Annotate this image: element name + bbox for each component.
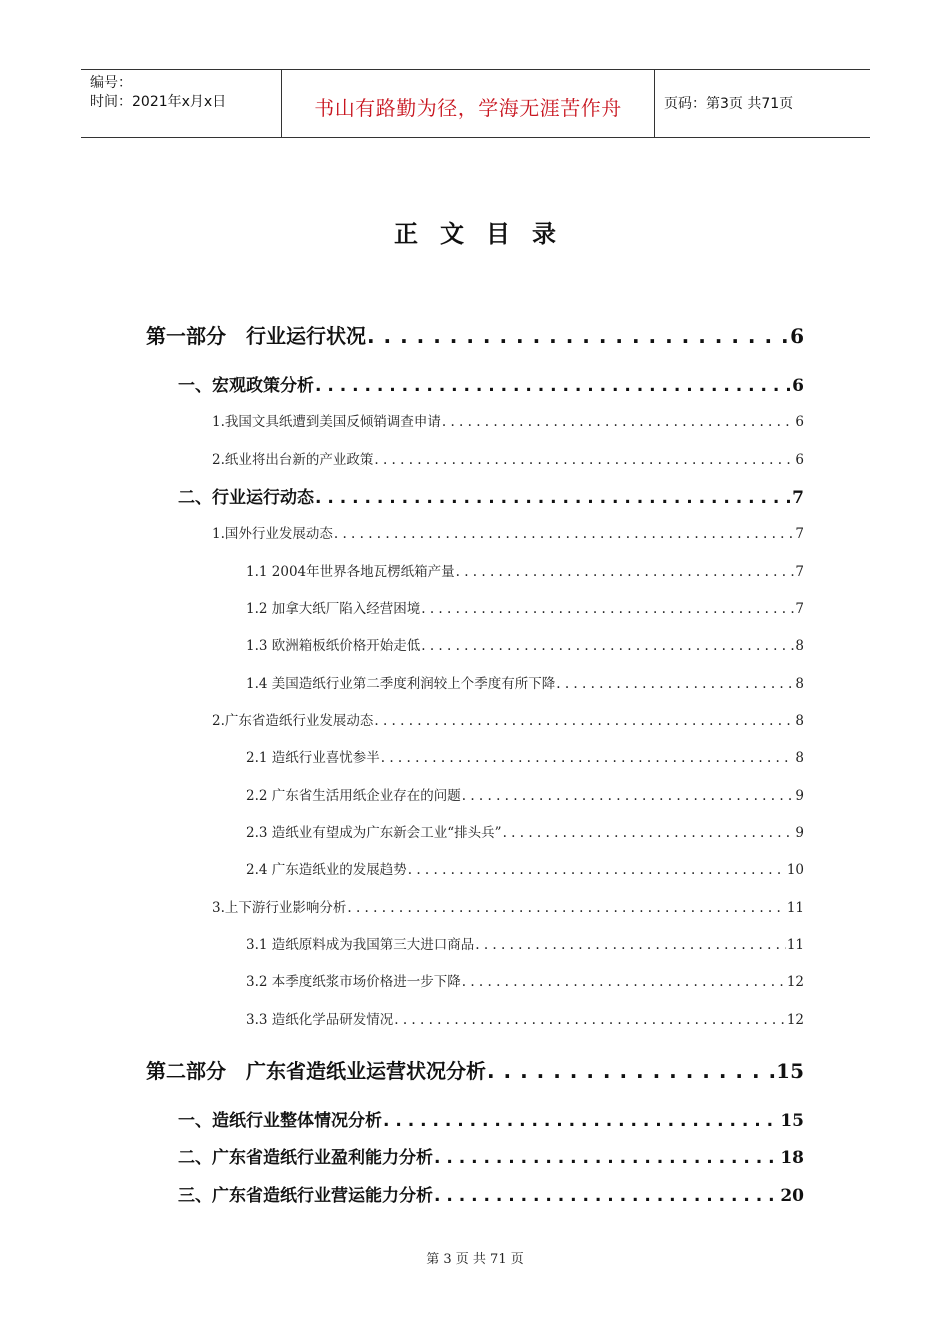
- toc-entry-item[interactable]: [246, 597, 804, 617]
- toc-page-number: 8: [795, 676, 804, 692]
- toc-entry-text: 二、广东省造纸行业盈利能力分析: [178, 1148, 433, 1168]
- header-page-label: 页码：第3页 共71页: [664, 96, 794, 112]
- toc-page-number: 6: [792, 376, 804, 396]
- toc-entry-text: 1.4 美国造纸行业第二季度利润较上个季度有所下降: [246, 676, 556, 692]
- toc-leader: [394, 1012, 786, 1028]
- toc-entry-part[interactable]: [146, 1055, 804, 1084]
- toc-entry-part[interactable]: [146, 320, 804, 349]
- toc-page-number: 15: [776, 1059, 804, 1083]
- toc-leader: [556, 676, 794, 692]
- toc-page-number: 10: [786, 862, 804, 878]
- toc-leader: [462, 974, 786, 990]
- toc-leader: [374, 452, 794, 468]
- toc-leader: [462, 788, 795, 804]
- toc-entry-item[interactable]: [246, 933, 804, 953]
- toc-page-number: 9: [795, 825, 804, 841]
- toc-entry-section[interactable]: [178, 371, 804, 396]
- toc-leader: [347, 900, 785, 916]
- toc-page-number: 8: [795, 750, 804, 766]
- toc-entry-section[interactable]: [178, 1106, 804, 1131]
- toc-leader: [434, 1186, 779, 1206]
- toc-leader: [442, 414, 795, 430]
- toc-leader: [315, 376, 791, 396]
- toc-entry-item[interactable]: [246, 970, 804, 990]
- toc-page-number: 11: [786, 900, 804, 916]
- header-right-cell: [654, 70, 870, 137]
- header-id-label: 编号：: [90, 75, 132, 91]
- toc-entry-section[interactable]: [178, 483, 804, 508]
- toc-entry-item[interactable]: [246, 634, 804, 654]
- toc-page-number: 7: [795, 601, 804, 617]
- toc-page-number: 18: [780, 1148, 804, 1168]
- toc-leader: [381, 750, 795, 766]
- toc-leader: [421, 638, 794, 654]
- toc-page-number: 8: [795, 713, 804, 729]
- toc-leader: [475, 937, 786, 953]
- toc-entry-subsection[interactable]: [212, 410, 804, 430]
- toc-leader: [315, 488, 791, 508]
- toc-entry-text: 3.1 造纸原料成为我国第三大进口商品: [246, 937, 475, 953]
- toc-entry-text: 3.2 本季度纸浆市场价格进一步下降: [246, 974, 461, 990]
- toc-entry-subsection[interactable]: [212, 448, 804, 468]
- header-left-cell: [81, 70, 281, 137]
- toc-entry-subsection[interactable]: [212, 896, 804, 916]
- toc-entry-text: 2.1 造纸行业喜忧参半: [246, 750, 380, 766]
- toc-entry-item[interactable]: [246, 672, 804, 692]
- toc-page-number: 6: [790, 324, 804, 348]
- toc-entry-item[interactable]: [246, 1008, 804, 1028]
- toc-entry-item[interactable]: [246, 746, 804, 766]
- toc-entry-text: 3.3 造纸化学品研发情况: [246, 1012, 394, 1028]
- toc-leader: [421, 601, 794, 617]
- toc-page-number: 6: [795, 452, 804, 468]
- toc-leader: [487, 1059, 775, 1083]
- toc-entry-text: 2.3 造纸业有望成为广东新会工业“排头兵”: [246, 825, 502, 841]
- toc-entry-text: 1.我国文具纸遭到美国反倾销调查申请: [212, 414, 441, 430]
- toc-page-number: 15: [780, 1111, 804, 1131]
- toc-entry-item[interactable]: [246, 858, 804, 878]
- toc-entry-text: 一、造纸行业整体情况分析: [178, 1111, 382, 1131]
- toc-leader: [334, 526, 795, 542]
- toc-page-number: 20: [780, 1186, 804, 1206]
- toc-entry-item[interactable]: [246, 821, 804, 841]
- toc-entry-text: 第一部分 行业运行状况: [146, 324, 366, 348]
- toc-entry-text: 1.国外行业发展动态: [212, 526, 333, 542]
- toc-entry-text: 一、宏观政策分析: [178, 376, 314, 396]
- toc-leader: [456, 564, 795, 580]
- toc-leader: [367, 324, 789, 348]
- header-motto: 书山有路勤为径，学海无涯苦作舟: [314, 96, 622, 120]
- toc-entry-text: 2.广东省造纸行业发展动态: [212, 713, 374, 729]
- toc-entry-text: 1.1 2004年世界各地瓦楞纸箱产量: [246, 564, 455, 580]
- toc-page-number: 12: [786, 974, 804, 990]
- toc-entry-item[interactable]: [246, 560, 804, 580]
- toc-leader: [383, 1111, 779, 1131]
- toc-leader: [374, 713, 794, 729]
- toc-page-number: 8: [795, 638, 804, 654]
- toc-entry-text: 1.3 欧洲箱板纸价格开始走低: [246, 638, 421, 654]
- toc-page-number: 6: [795, 414, 804, 430]
- toc-entry-text: 第二部分 广东省造纸业运营状况分析: [146, 1059, 486, 1083]
- toc-entry-text: 1.2 加拿大纸厂陷入经营困境: [246, 601, 421, 617]
- toc-page-number: 7: [792, 488, 804, 508]
- toc-entry-text: 2.4 广东造纸业的发展趋势: [246, 862, 407, 878]
- page-title: 正文目录: [394, 220, 578, 248]
- toc-entry-subsection[interactable]: [212, 522, 804, 542]
- page-footer: 第 3 页 共 71 页: [426, 1252, 524, 1267]
- toc-page-number: 11: [786, 937, 804, 953]
- page-header: [81, 69, 870, 138]
- toc-leader: [503, 825, 795, 841]
- toc-page-number: 7: [795, 526, 804, 542]
- header-motto-cell: [281, 70, 655, 137]
- toc-page-number: 12: [786, 1012, 804, 1028]
- toc-entry-subsection[interactable]: [212, 709, 804, 729]
- toc-leader: [408, 862, 786, 878]
- toc-entry-section[interactable]: [178, 1143, 804, 1168]
- toc-entry-text: 3.上下游行业影响分析: [212, 900, 347, 916]
- toc-page-number: 9: [795, 788, 804, 804]
- toc-entry-item[interactable]: [246, 784, 804, 804]
- header-time-label: 时间：2021年x月x日: [90, 94, 227, 110]
- toc-entry-text: 2.2 广东省生活用纸企业存在的问题: [246, 788, 461, 804]
- toc-leader: [434, 1148, 779, 1168]
- toc-page-number: 7: [795, 564, 804, 580]
- toc-entry-section[interactable]: [178, 1181, 804, 1206]
- toc-entry-text: 三、广东省造纸行业营运能力分析: [178, 1186, 433, 1206]
- toc-entry-text: 二、行业运行动态: [178, 488, 314, 508]
- toc-entry-text: 2.纸业将出台新的产业政策: [212, 452, 374, 468]
